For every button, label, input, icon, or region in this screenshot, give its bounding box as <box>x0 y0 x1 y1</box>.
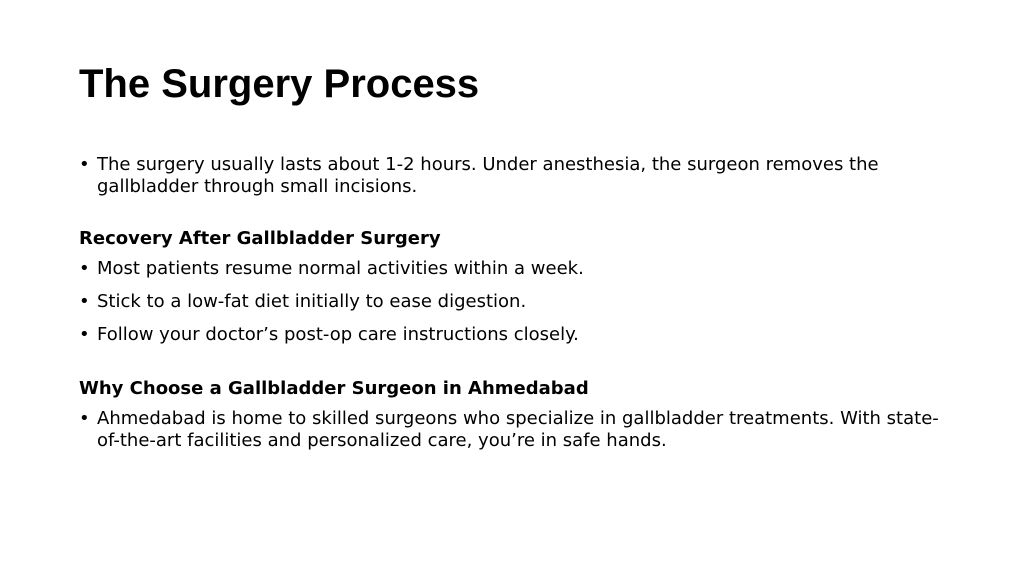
recovery-bullet <box>79 324 959 346</box>
bullet-text: Most patients resume normal activities within a week. <box>97 258 584 279</box>
why-choose-bullet <box>79 408 959 452</box>
intro-bullet <box>79 154 959 198</box>
section-heading-recovery: Recovery After Gallbladder Surgery <box>79 228 441 249</box>
bullet-text: Follow your doctor’s post-op care instructions closely. <box>97 324 579 345</box>
bullet-text: Stick to a low-fat diet initially to ease digestion. <box>97 291 527 312</box>
bullet-text: Ahmedabad is home to skilled surgeons who specialize in gallbladder treatments. With state-of-the-art facilities and personalized care, you’re in safe hands. <box>97 408 939 451</box>
slide-title: The Surgery Process <box>79 62 480 106</box>
recovery-bullet <box>79 258 959 280</box>
recovery-bullet <box>79 291 959 313</box>
bullet-icon: • <box>79 408 90 429</box>
bullet-icon: • <box>79 291 90 312</box>
slide-body <box>79 154 959 452</box>
bullet-icon: • <box>79 154 90 175</box>
section-heading-why-choose: Why Choose a Gallbladder Surgeon in Ahmedabad <box>79 378 589 399</box>
bullet-text: The surgery usually lasts about 1-2 hours. Under anesthesia, the surgeon removes the gallbladder through small incisions. <box>97 154 879 197</box>
bullet-icon: • <box>79 258 90 279</box>
bullet-icon: • <box>79 324 90 345</box>
